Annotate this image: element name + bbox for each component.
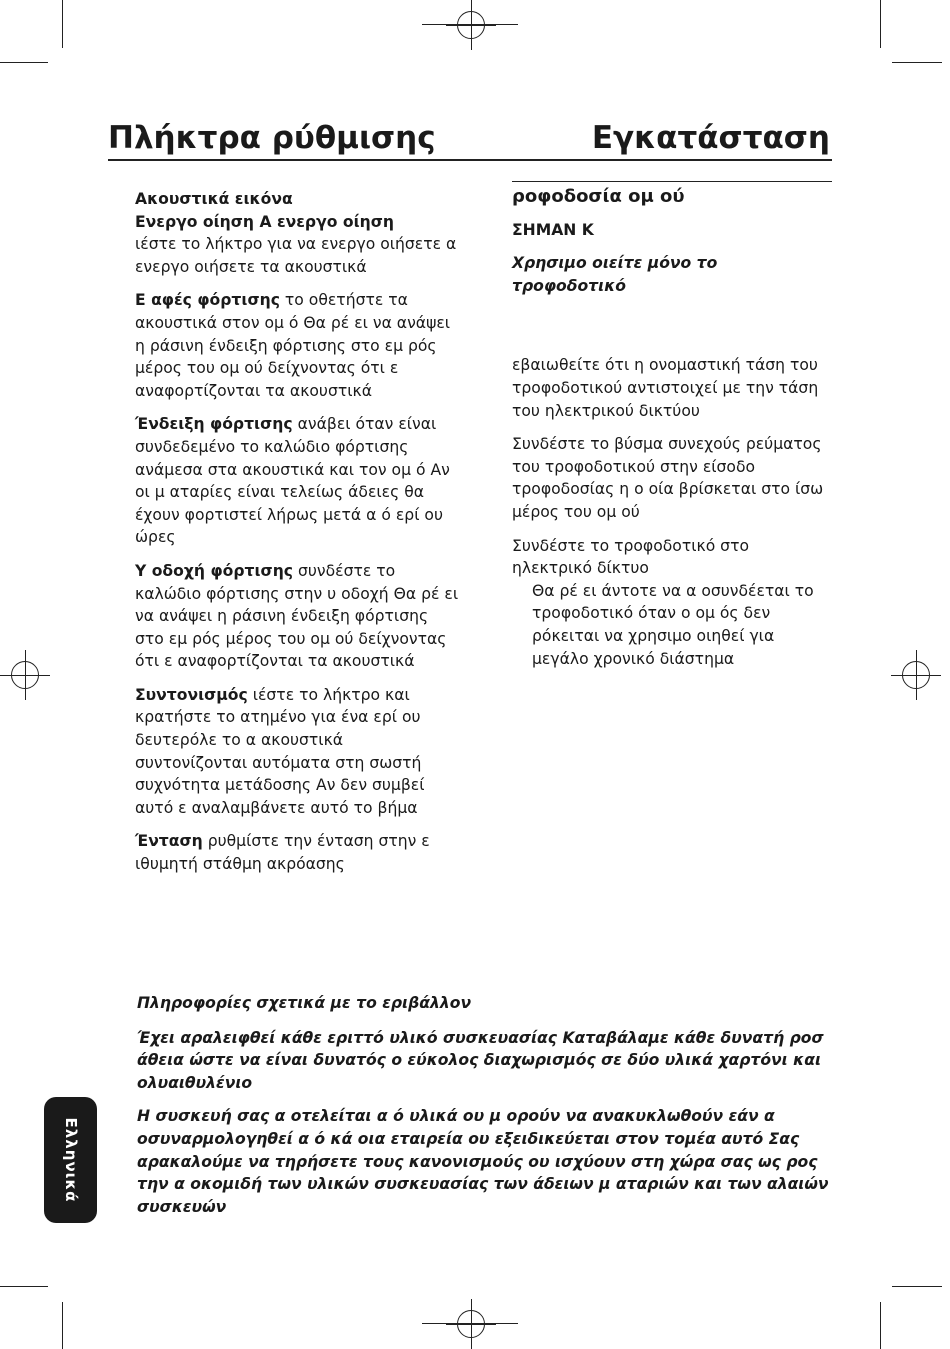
right-column	[512, 186, 832, 681]
tuning-description	[135, 684, 460, 820]
environment-section	[137, 992, 837, 1229]
tuning-text: ιέστε το λήκτρο και κρατήστε το ατημένο για ένα ερί ου δευτερόλε το α ακουστικά συντονίζονται αυτόματα στη σωστή συχνότητα μετάδοσης Αν δεν συμβεί αυτό ε αναλαμβάνετε αυτό το βήμα	[135, 685, 425, 817]
note-title: ΣΗΜΑΝ Κ	[512, 220, 594, 239]
tuning-label: Συντονισμός	[135, 685, 248, 704]
page-title-right: Εγκατάσταση	[591, 120, 830, 156]
power-label: Ενεργο οίηση Α ενεργο οίηση	[135, 212, 394, 231]
contacts-label: Ε αφές φόρτισης	[135, 291, 280, 310]
crop-mark-bl-h	[0, 1286, 48, 1287]
contacts-text: το οθετήστε τα ακουστικά στον ομ ό Θα ρέ ει να ανάψει η ράσινη ένδειξη φόρτισης στο εμ ρός μέρος του ομ ού δείχνοντας ότι ε αναφορτίζονται τα ακουστικά	[135, 291, 451, 400]
power-text: ιέστε το λήκτρο για να ενεργο οιήσετε α ενεργο οιήσετε τα ακουστικά	[135, 235, 457, 276]
socket-text: συνδέστε το καλώδιο φόρτισης στην υ οδοχή Θα ρέ ει να ανάψει η ράσινη ένδειξη φόρτισης στο εμ ρός μέρος του ομ ού δείχνοντας ότι ε αναφορτίζονται τα ακουστικά	[135, 561, 459, 671]
power-description	[135, 211, 460, 279]
registration-mark-top	[457, 11, 485, 39]
indicator-description	[135, 413, 460, 549]
language-side-tab	[44, 1097, 97, 1223]
crop-mark-tr-h	[892, 62, 942, 63]
crop-mark-tr-v	[880, 0, 881, 48]
crop-mark-tl-h	[0, 62, 48, 63]
registration-mark-left	[11, 661, 39, 689]
contacts-description	[135, 289, 460, 402]
disconnect-paragraph: Θα ρέ ει άντοτε να α οσυνδέεται το τροφοδοτικό όταν ο ομ ός δεν ρόκειται να χρησιμο οιηθεί για μεγάλο χρονικό διάστημα	[532, 581, 814, 668]
environment-recycling-paragraph: Η συσκευή σας α οτελείται α ό υλικά ου μ ορούν να ανακυκλωθούν εάν α οσυναρμολογηθεί α ό κά οια εταιρεία ου εξειδικεύεται στον τομέα αυτό Σας αρακαλούμε να τηρήσετε τους κανονισμούς ου ισχύουν στη χώρα σας ως ρος την α οκομιδή των υλικών συσκευασίας των άδειων μ αταριών και των αλαιών συσκευών	[137, 1107, 829, 1216]
registration-mark-right	[902, 661, 930, 689]
section-title-headphones: Ακουστικά εικόνα	[135, 190, 293, 208]
volume-description	[135, 830, 460, 875]
voltage-check-paragraph: εβαιωθείτε ότι η ονομαστική τάση του τροφοδοτικού αντιστοιχεί με την τάση του ηλεκτρικού δικτύου	[512, 356, 819, 420]
volume-label: Ένταση	[135, 832, 203, 851]
dc-plug-paragraph: Συνδέστε το βύσμα συνεχούς ρεύματος του τροφοδοτικού στην είσοδο τροφοδοσίας η ο οία βρίσκεται στο ίσω μέρος του ομ ού	[512, 435, 824, 521]
socket-label: Υ οδοχή φόρτισης	[135, 561, 294, 580]
right-section-rule	[512, 181, 832, 182]
environment-title: Πληροφορίες σχετικά με το εριβάλλον	[137, 994, 472, 1012]
registration-mark-bottom	[457, 1310, 485, 1338]
language-side-tab-label: Ελληνικά	[61, 1117, 80, 1203]
crop-mark-br-h	[892, 1286, 942, 1287]
left-column	[135, 188, 460, 887]
page-title-left: Πλήκτρα ρύθμισης	[108, 120, 436, 156]
section-title-power-supply: ροφοδοσία ομ ού	[512, 186, 685, 207]
header-rule	[108, 159, 832, 161]
crop-mark-bl-v	[62, 1302, 63, 1349]
indicator-label: Ένδειξη φόρτισης	[135, 415, 293, 434]
registration-line-bottom	[422, 1323, 518, 1324]
indicator-text: ανάβει όταν είναι συνδεδεμένο το καλώδιο φόρτισης ανάμεσα στα ακουστικά και τον ομ ό Αν οι μ αταρίες είναι τελείως άδειες θα έχουν φορτιστεί λήρως μετά α ό ερί ου ώρες	[135, 415, 450, 547]
adapter-mains-paragraph: Συνδέστε το τροφοδοτικό στο ηλεκτρικό δίκτυο	[512, 536, 749, 578]
registration-line-top	[422, 24, 518, 25]
volume-text: ρυθμίστε την ένταση στην ε ιθυμητή στάθμη ακρόασης	[135, 832, 430, 874]
note-text: Χρησιμο οιείτε μόνο το τροφοδοτικό	[512, 254, 718, 295]
socket-description	[135, 560, 460, 673]
crop-mark-tl-v	[62, 0, 63, 48]
crop-mark-br-v	[880, 1302, 881, 1349]
environment-packaging-paragraph: Έχει αραλειφθεί κάθε εριττό υλικό συσκευασίας Καταβάλαμε κάθε δυνατή ροσ άθεια ώστε να είναι δυνατός ο εύκολος διαχωρισμός σε δύο υλικά χαρτόνι και ολυαιθυλένιο	[137, 1028, 824, 1092]
